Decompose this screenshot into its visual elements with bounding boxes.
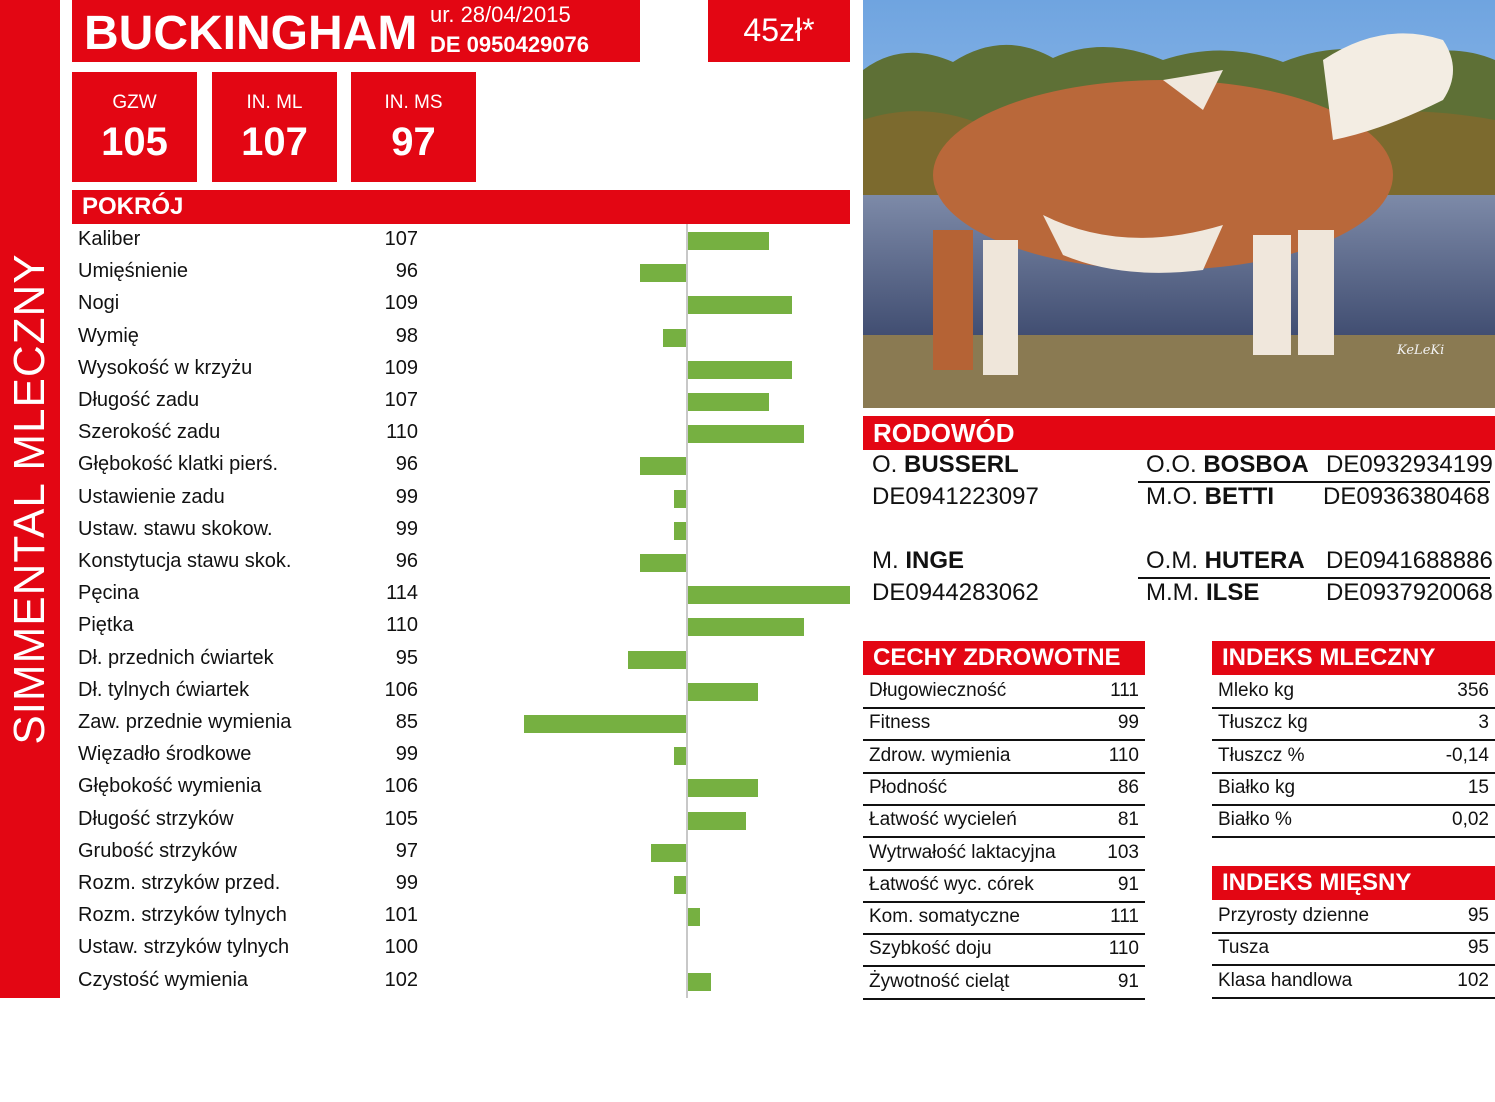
dd-id: DE0937920068 [1326,579,1493,606]
conformation-value: 85 [395,711,418,733]
conformation-bar [688,425,804,443]
health-name: Łatwość wycieleń [869,809,1017,831]
health-row [863,804,1145,838]
health-value: 111 [1110,680,1139,701]
conformation-row [72,932,852,964]
health-row [863,901,1145,935]
conformation-name: Dł. przednich ćwiartek [78,646,274,669]
health-name: Szybkość doju [869,938,992,960]
index-label: IN. MS [384,92,443,113]
conformation-bar [663,329,686,347]
conformation-value: 96 [395,453,418,476]
conformation-bar [688,683,758,701]
conformation-bar [688,232,769,250]
conformation-value: 98 [395,324,418,347]
sire-name: BUSSERL [904,451,1019,478]
conformation-value: 106 [384,678,418,701]
milk-row [1212,740,1495,774]
conformation-row [72,546,852,578]
pedigree-title: RODOWÓD [873,418,1015,448]
conformation-value: 99 [395,743,418,766]
dd-name: ILSE [1206,579,1260,606]
bull-name: BUCKINGHAM [84,7,418,60]
conformation-row [72,707,852,739]
milk-name: Białko kg [1218,776,1296,798]
dd-prefix: M.M. [1146,579,1200,606]
health-row [863,933,1145,967]
conformation-name: Ustaw. stawu skokow. [78,517,273,540]
meat-row [1212,900,1495,934]
conformation-row [72,256,852,288]
milk-table [1212,675,1495,839]
meat-name: Tusza [1218,937,1270,959]
conformation-row [72,804,852,836]
conformation-value: 97 [395,839,418,862]
index-label: GZW [112,92,157,113]
meat-header [1212,866,1495,900]
meat-row [1212,965,1495,999]
milk-name: Mleko kg [1218,680,1295,701]
conformation-value: 107 [384,389,418,411]
conformation-value: 101 [384,904,418,927]
conformation-name: Szerokość zadu [78,421,221,444]
conformation-name: Długość zadu [78,389,200,411]
conformation-bar [524,715,686,733]
health-value: 81 [1117,809,1139,831]
health-row [863,707,1145,741]
conformation-bar [628,651,686,669]
conformation-row [72,965,852,997]
price-box [708,0,850,62]
conformation-name: Nogi [78,292,120,315]
conformation-row [72,900,852,932]
conformation-chart [72,224,852,998]
photo-watermark: KeLeKi [1397,343,1445,358]
health-value: 86 [1117,776,1139,798]
conformation-value: 107 [384,228,418,250]
milk-value: 15 [1467,776,1489,798]
conformation-name: Wymię [78,324,139,347]
conformation-name: Rozm. strzyków przed. [78,872,281,894]
pokroj-title: POKRÓJ [82,193,184,220]
index-label: IN. ML [246,92,303,113]
conformation-row [72,288,852,320]
conformation-name: Kaliber [78,228,141,250]
conformation-value: 99 [395,485,418,508]
conformation-name: Ustaw. strzyków tylnych [78,936,290,959]
ss-prefix: O.O. [1146,451,1197,478]
milk-value: 0,02 [1452,809,1489,831]
dam-id: DE0944283062 [872,579,1039,606]
health-value: 91 [1117,970,1139,992]
sire-prefix: O. [872,451,898,478]
meat-table [1212,900,1495,1000]
milk-header [1212,641,1495,675]
health-name: Zdrow. wymienia [869,744,1011,766]
conformation-value: 109 [384,356,418,379]
price: 45zł* [743,12,815,48]
health-header [863,641,1145,675]
health-name: Wytrwałość laktacyjna [869,841,1056,863]
conformation-bar [688,361,792,379]
conformation-name: Głębokość wymienia [78,775,262,798]
health-name: Kom. somatyczne [869,906,1020,928]
conformation-value: 110 [386,614,418,637]
conformation-row [72,449,852,481]
dam-prefix: M. [872,547,899,574]
conformation-value: 100 [384,936,418,959]
milk-value: 356 [1457,680,1489,701]
milk-name: Tłuszcz kg [1218,712,1308,734]
conformation-name: Rozm. strzyków tylnych [78,904,287,927]
milk-title: INDEKS MLECZNY [1222,644,1436,671]
ss-id: DE0932934199 [1326,451,1493,478]
health-name: Łatwość wyc. córek [869,873,1034,895]
meat-title: INDEKS MIĘSNY [1222,869,1412,896]
health-name: Fitness [869,712,931,734]
conformation-row [72,610,852,642]
health-row [863,869,1145,903]
meat-value: 102 [1457,969,1489,991]
conformation-value: 102 [384,968,418,991]
conformation-bar [674,490,686,508]
conformation-row [72,771,852,803]
milk-row [1212,772,1495,806]
pedigree-header [863,416,1495,450]
conformation-value: 114 [386,582,418,605]
conformation-bar [688,618,804,636]
conformation-row [72,836,852,868]
conformation-bar [688,779,758,797]
bull-photo-illustration [863,0,1495,408]
conformation-row [72,385,852,417]
health-table [863,675,1145,999]
conformation-row [72,224,852,256]
sire [872,451,1019,479]
health-name: Długowieczność [869,680,1007,701]
conformation-value: 99 [395,872,418,894]
conformation-name: Grubość strzyków [78,839,237,862]
health-value: 111 [1110,906,1139,928]
health-row [863,675,1145,709]
conformation-bar [640,554,686,572]
conformation-name: Umięśnienie [78,260,189,283]
conformation-row [72,417,852,449]
conformation-name: Dł. tylnych ćwiartek [78,678,250,701]
conformation-bar [640,264,686,282]
conformation-bar [688,586,850,604]
health-value: 103 [1107,841,1139,863]
health-name: Żywotność cieląt [869,970,1010,992]
conformation-bar [674,522,686,540]
index-in-ms [351,72,476,182]
health-value: 99 [1117,712,1139,734]
health-row [863,740,1145,774]
conformation-bar [688,973,711,991]
health-value: 110 [1108,938,1139,960]
conformation-row [72,482,852,514]
health-row [863,772,1145,806]
conformation-row [72,321,852,353]
meat-name: Klasa handlowa [1218,969,1353,991]
conformation-bar [688,393,769,411]
conformation-name: Konstytucja stawu skok. [78,550,292,572]
milk-row [1212,804,1495,838]
conformation-name: Wysokość w krzyżu [78,356,253,379]
conformation-value: 106 [384,775,418,798]
milk-row [1212,707,1495,741]
conformation-row [72,739,852,771]
conformation-name: Więzadło środkowe [78,743,252,766]
conformation-value: 99 [395,517,418,540]
conformation-row [72,514,852,546]
conformation-row [72,643,852,675]
conformation-value: 96 [395,550,418,572]
conformation-value: 105 [384,807,418,830]
conformation-bar [651,844,686,862]
milk-name: Tłuszcz % [1218,744,1305,766]
conformation-name: Długość strzyków [78,807,234,830]
index-value: 105 [101,120,168,164]
dam-sire [1146,547,1305,575]
conformation-value: 109 [384,292,418,315]
conformation-name: Zaw. przednie wymienia [78,711,292,733]
ds-name: HUTERA [1204,547,1305,574]
conformation-value: 96 [395,260,418,283]
dam [872,547,964,575]
side-band [0,0,60,998]
health-title: CECHY ZDROWOTNE [873,644,1121,671]
bull-photo [863,0,1495,408]
dam-name: INGE [905,547,965,574]
registration-number: DE 0950429076 [430,32,590,57]
conformation-name: Piętka [78,614,134,637]
meat-value: 95 [1467,937,1489,959]
conformation-name: Pęcina [78,582,140,605]
health-value: 91 [1117,873,1139,895]
sire-id: DE0941223097 [872,483,1039,510]
ds-prefix: O.M. [1146,547,1198,574]
conformation-value: 110 [386,421,418,444]
conformation-name: Głębokość klatki pierś. [78,453,279,476]
index-gzw [72,72,197,182]
health-name: Płodność [869,776,948,798]
health-value: 110 [1108,744,1139,766]
meat-value: 95 [1467,905,1489,926]
conformation-name: Czystość wymienia [78,968,249,991]
pokroj-header [72,190,850,224]
conformation-row [72,868,852,900]
conformation-bar [674,747,686,765]
conformation-name: Ustawienie zadu [78,485,225,508]
sd-name: BETTI [1204,483,1274,510]
sire-dam [1146,483,1274,511]
conformation-bar [640,457,686,475]
sd-prefix: M.O. [1146,483,1198,510]
ss-name: BOSBOA [1203,451,1309,478]
sd-id: DE0936380468 [1323,483,1490,510]
dam-dam [1146,579,1259,607]
milk-value: 3 [1478,712,1489,734]
health-row [863,966,1145,1000]
breed-label: SIMMENTAL MLECZNY [5,253,54,745]
conformation-bar [688,296,792,314]
conformation-bar [688,908,700,926]
meat-name: Przyrosty dzienne [1218,905,1370,926]
conformation-row [72,675,852,707]
title-box [72,0,640,62]
sire-sire [1146,451,1309,479]
milk-value: -0,14 [1445,744,1489,766]
ds-id: DE0941688886 [1326,547,1493,574]
health-row [863,837,1145,871]
conformation-bar [688,812,746,830]
index-value: 107 [241,120,308,164]
conformation-value: 95 [395,646,418,669]
index-value: 97 [391,120,436,164]
meat-row [1212,932,1495,966]
milk-name: Białko % [1218,809,1292,831]
conformation-row [72,578,852,610]
birth-date: ur. 28/04/2015 [430,2,571,27]
milk-row [1212,675,1495,709]
conformation-bar [674,876,686,894]
conformation-row [72,353,852,385]
index-in-ml [212,72,337,182]
